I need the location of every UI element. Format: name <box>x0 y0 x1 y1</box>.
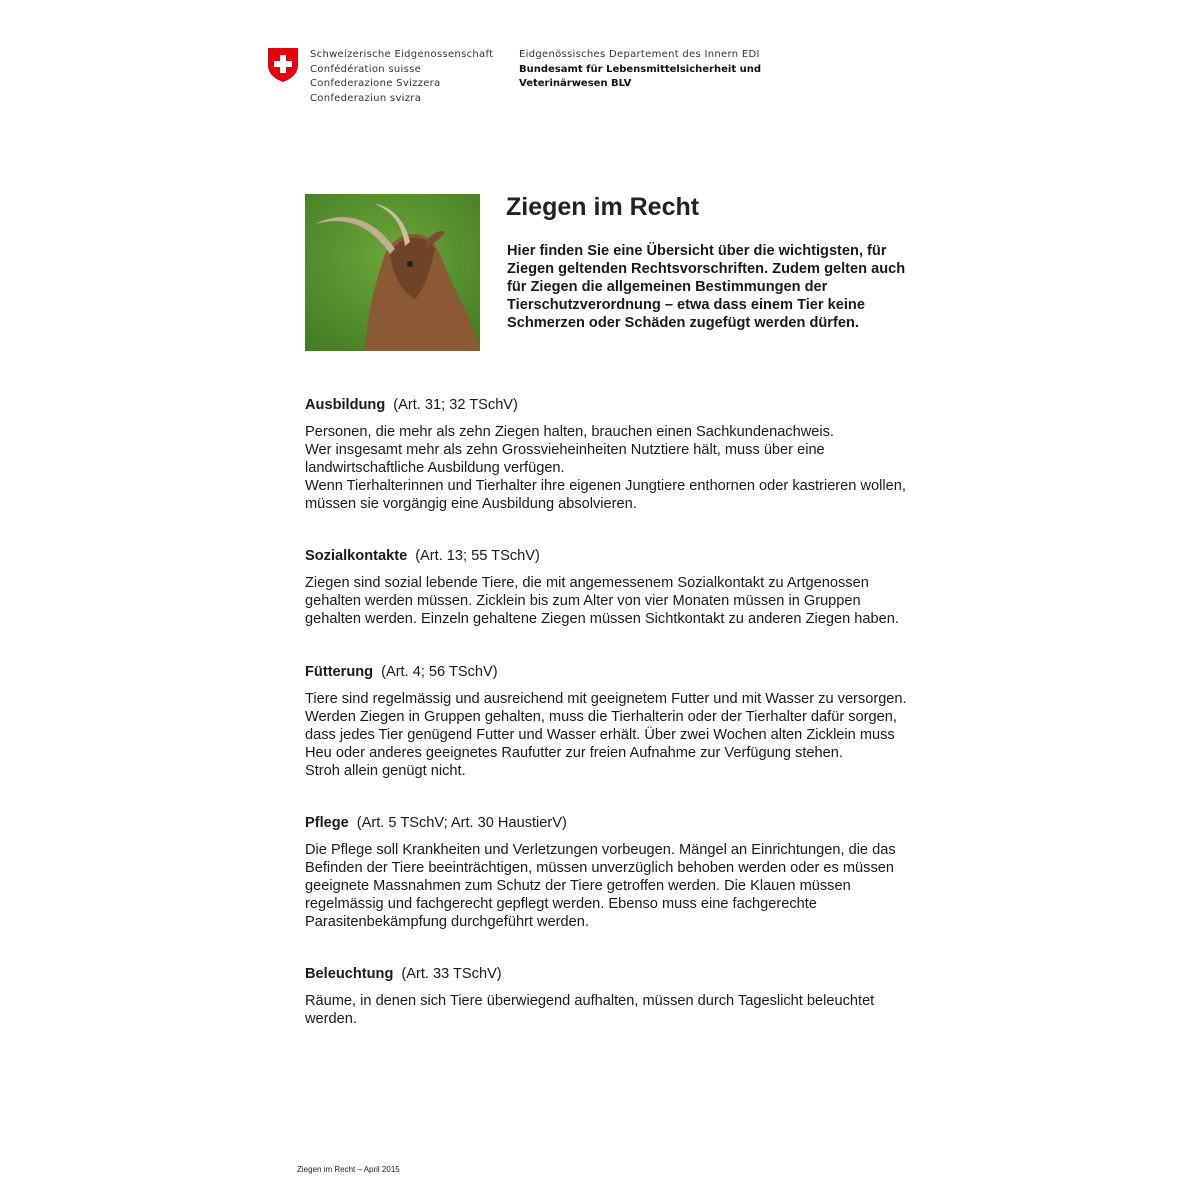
section-line: Personen, die mehr als zehn Ziegen halten, brauchen einen Sachkundenachweis. <box>305 424 834 440</box>
intro-line: für Ziegen die allgemeinen Bestimmungen der <box>507 279 828 295</box>
section-line: Befinden der Tiere beeinträchtigen, müssen unverzüglich behoben werden oder es müssen <box>305 860 894 876</box>
office-name: Bundesamt für Lebensmittelsicherheit und <box>519 63 761 75</box>
intro-line: Schmerzen oder Schäden zugefügt werden dürfen. <box>507 315 859 331</box>
section-line: Wer insgesamt mehr als zehn Grossvieheinheiten Nutztiere hält, muss über eine <box>305 442 825 458</box>
confederation-name: Confederaziun svizra <box>310 92 422 104</box>
section-sozialkontakte <box>305 547 899 628</box>
section-heading: Sozialkontakte <box>305 548 408 564</box>
section-beleuchtung <box>305 965 874 1028</box>
section-reference: (Art. 33 TSchV) <box>401 966 502 982</box>
section-line: gehalten werden. Einzeln gehaltene Ziegen müssen Sichtkontakt zu anderen Ziegen haben. <box>305 611 899 627</box>
section-line: gehalten werden müssen. Zicklein bis zum Alter von vier Monaten müssen in Gruppen <box>305 593 861 609</box>
confederation-name: Confédération suisse <box>310 63 422 75</box>
intro-line: Ziegen geltenden Rechtsvorschriften. Zudem gelten auch <box>507 261 906 277</box>
confederation-names <box>310 48 493 106</box>
page-title: Ziegen im Recht <box>506 193 700 221</box>
department-block <box>519 48 761 92</box>
section-reference: (Art. 13; 55 TSchV) <box>415 548 540 564</box>
section-line: Stroh allein genügt nicht. <box>305 763 466 779</box>
goat-photo <box>305 194 480 351</box>
section-heading: Pflege <box>305 815 349 831</box>
section-line: Wenn Tierhalterinnen und Tierhalter ihre eigenen Jungtiere enthornen oder kastrieren wollen, <box>305 478 906 494</box>
section-line: dass jedes Tier genügend Futter und Wasser erhält. Über zwei Wochen alten Zicklein muss <box>305 727 895 743</box>
swiss-cross-shield-icon <box>267 47 299 83</box>
section-line: regelmässig und fachgerecht gepflegt werden. Ebenso muss eine fachgerechte <box>305 896 817 912</box>
confederation-name: Schweizerische Eidgenossenschaft <box>310 49 494 60</box>
confederation-name: Confederazione Svizzera <box>310 78 441 90</box>
section-line: Heu oder anderes geeignetes Raufutter zur freien Aufnahme zur Verfügung stehen. <box>305 745 843 761</box>
section-line: Tiere sind regelmässig und ausreichend mit geeignetem Futter und mit Wasser zu versorgen. <box>305 691 907 707</box>
section-line: Werden Ziegen in Gruppen gehalten, muss die Tierhalterin oder der Tierhalter dafür sorgen, <box>305 709 897 725</box>
intro-text <box>507 242 905 332</box>
section-line: Parasitenbekämpfung durchgeführt werden. <box>305 914 589 930</box>
section-fuetterung <box>305 663 907 780</box>
page-footer: Ziegen im Recht – April 2015 <box>297 1165 400 1174</box>
intro-line: Tierschutzverordnung – etwa dass einem Tier keine <box>507 297 865 313</box>
office-name: Veterinärwesen BLV <box>519 78 632 90</box>
section-ausbildung <box>305 396 906 513</box>
intro-line: Hier finden Sie eine Übersicht über die wichtigsten, für <box>507 243 887 259</box>
section-reference: (Art. 5 TSchV; Art. 30 HaustierV) <box>356 815 567 831</box>
section-line: landwirtschaftliche Ausbildung verfügen. <box>305 460 565 476</box>
section-line: werden. <box>305 1011 357 1027</box>
section-pflege <box>305 814 896 931</box>
section-heading: Fütterung <box>305 664 374 680</box>
section-line: Die Pflege soll Krankheiten und Verletzungen vorbeugen. Mängel an Einrichtungen, die das <box>305 842 896 858</box>
section-line: Ziegen sind sozial lebende Tiere, die mit angemessenem Sozialkontakt zu Artgenossen <box>305 575 869 591</box>
section-heading: Beleuchtung <box>305 966 394 982</box>
section-line: müssen sie vorgängig eine Ausbildung absolvieren. <box>305 496 637 512</box>
section-heading: Ausbildung <box>305 397 386 413</box>
department-name: Eidgenössisches Departement des Innern EDI <box>519 49 760 60</box>
section-reference: (Art. 31; 32 TSchV) <box>393 397 518 413</box>
section-line: geeignete Massnahmen zum Schutz der Tiere getroffen werden. Die Klauen müssen <box>305 878 851 894</box>
section-reference: (Art. 4; 56 TSchV) <box>381 664 498 680</box>
section-line: Räume, in denen sich Tiere überwiegend aufhalten, müssen durch Tageslicht beleuchtet <box>305 993 875 1009</box>
